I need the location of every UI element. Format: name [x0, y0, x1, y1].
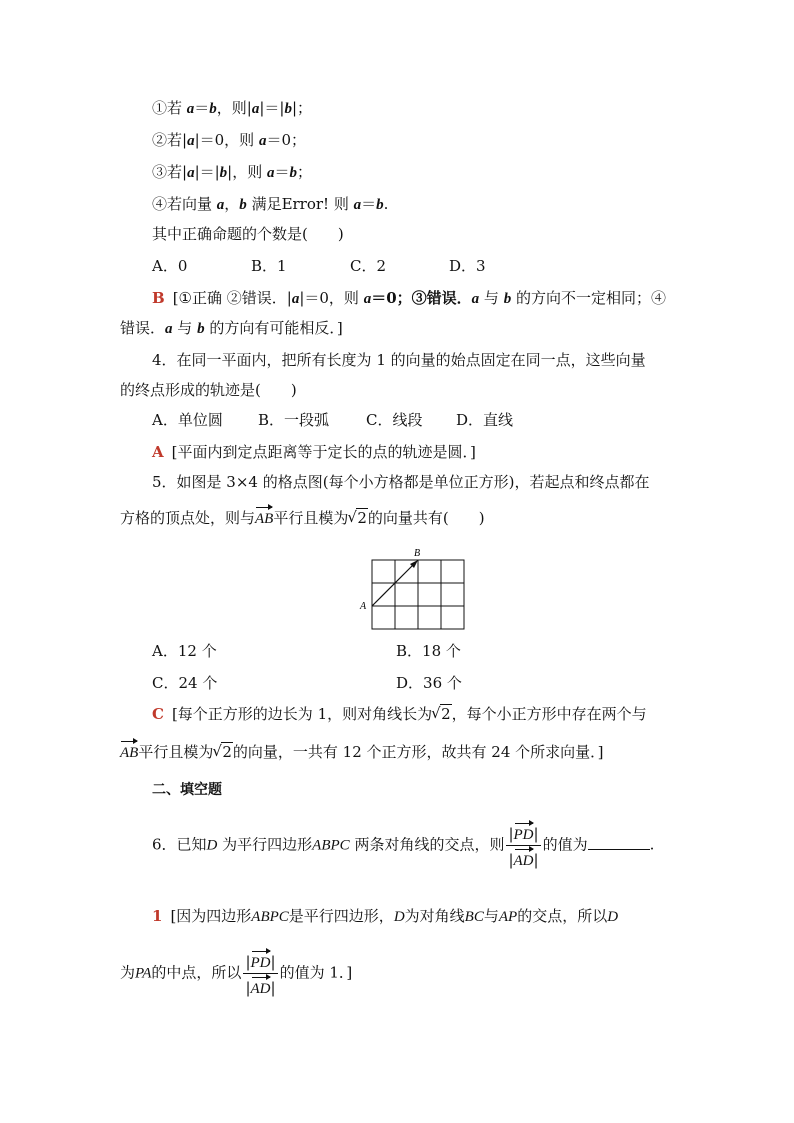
q6-explanation-2: 为PA的中点，所以 $\frac{|PD|}{|AD|}$ 的值为 1．] [120, 950, 352, 997]
q6-fraction: $\frac{|PD|}{|AD|}$ [506, 822, 540, 869]
section-title: 二、填空题 [152, 782, 222, 798]
q4-explanation: A [平面内到定点距离等于定长的点的轨迹是圆．] [152, 443, 476, 461]
q3-explanation-2: 错误．a 与 b 的方向有可能相反．] [120, 319, 343, 337]
q4-option-c: C．线段 [366, 411, 423, 429]
q6-fraction-explanation: $\frac{|PD|}{|AD|}$ [243, 950, 277, 997]
q5-option-d: D．36 个 [396, 674, 462, 692]
q4-option-b: B．一段弧 [258, 411, 330, 429]
sqrt-2: √ 2 [348, 508, 368, 528]
q3-answer: B [152, 289, 165, 307]
lattice-grid-svg [358, 546, 468, 632]
q3-option-b: B．1 [251, 257, 287, 275]
sqrt-2: √ 2 [432, 704, 452, 724]
q3-item-1: ①若 a＝b，则|a|＝|b|； [152, 99, 313, 117]
label-a: A [360, 601, 367, 612]
q5-explanation-1: C [每个正方形的边长为 1，则对角线长为√ 2，每个小正方形中存在两个与 [152, 704, 647, 724]
q6-answer: 1 [152, 907, 163, 925]
q5-stem-1: 5．如图是 3×4 的格点图(每个小方格都是单位正方形)，若起点和终点都在 [152, 473, 650, 491]
lattice-figure [358, 546, 468, 632]
vector-ab-arrow [372, 562, 416, 606]
vector-ab: AB [120, 740, 138, 760]
answer-blank[interactable] [588, 835, 650, 850]
q3-option-c: C．2 [350, 257, 387, 275]
q5-answer: C [152, 705, 164, 723]
q5-explanation-2: AB平行且模为√ 2的向量，一共有 12 个正方形，故共有 24 个所求向量．] [120, 740, 604, 762]
q3-prompt: 其中正确命题的个数是( ) [152, 225, 344, 243]
q3-item-2: ②若|a|＝0，则 a＝0； [152, 131, 306, 149]
label-b: B [414, 548, 421, 559]
q5-option-c: C．24 个 [152, 674, 218, 692]
q4-stem-1: 4．在同一平面内，把所有长度为 1 的向量的始点固定在同一点，这些向量 [152, 351, 646, 369]
vector-ab: AB [255, 506, 273, 526]
q3-explanation-1: B [①正确 ②错误．|a|＝0，则 a＝0；③错误．a 与 b 的方向不一定相同；④ [152, 289, 666, 307]
q6-stem: 6．已知D 为平行四边形ABPC 两条对角线的交点，则 $\frac{|PD|}{|AD|}$ 的值为 . [152, 822, 654, 869]
q4-answer: A [152, 443, 164, 461]
q5-option-b: B．18 个 [396, 642, 461, 660]
q4-stem-2: 的终点形成的轨迹是( ) [120, 381, 297, 399]
q4-option-a: A．单位圆 [152, 411, 223, 429]
q5-stem-2: 方格的顶点处，则与AB平行且模为√ 2的向量共有( ) [120, 506, 485, 528]
q6-explanation-1: 1 [因为四边形ABPC是平行四边形，D为对角线BC与AP的交点，所以D [152, 907, 619, 925]
q3-option-d: D．3 [449, 257, 486, 275]
q3-option-a: A．0 [152, 257, 188, 275]
q5-option-a: A．12 个 [152, 642, 217, 660]
q4-option-d: D．直线 [456, 411, 514, 429]
sqrt-2: √ 2 [213, 742, 233, 762]
q3-item-3: ③若|a|＝|b|，则 a＝b； [152, 163, 313, 181]
q3-item-4: ④若向量 a，b 满足Error! 则 a＝b. [152, 195, 389, 213]
